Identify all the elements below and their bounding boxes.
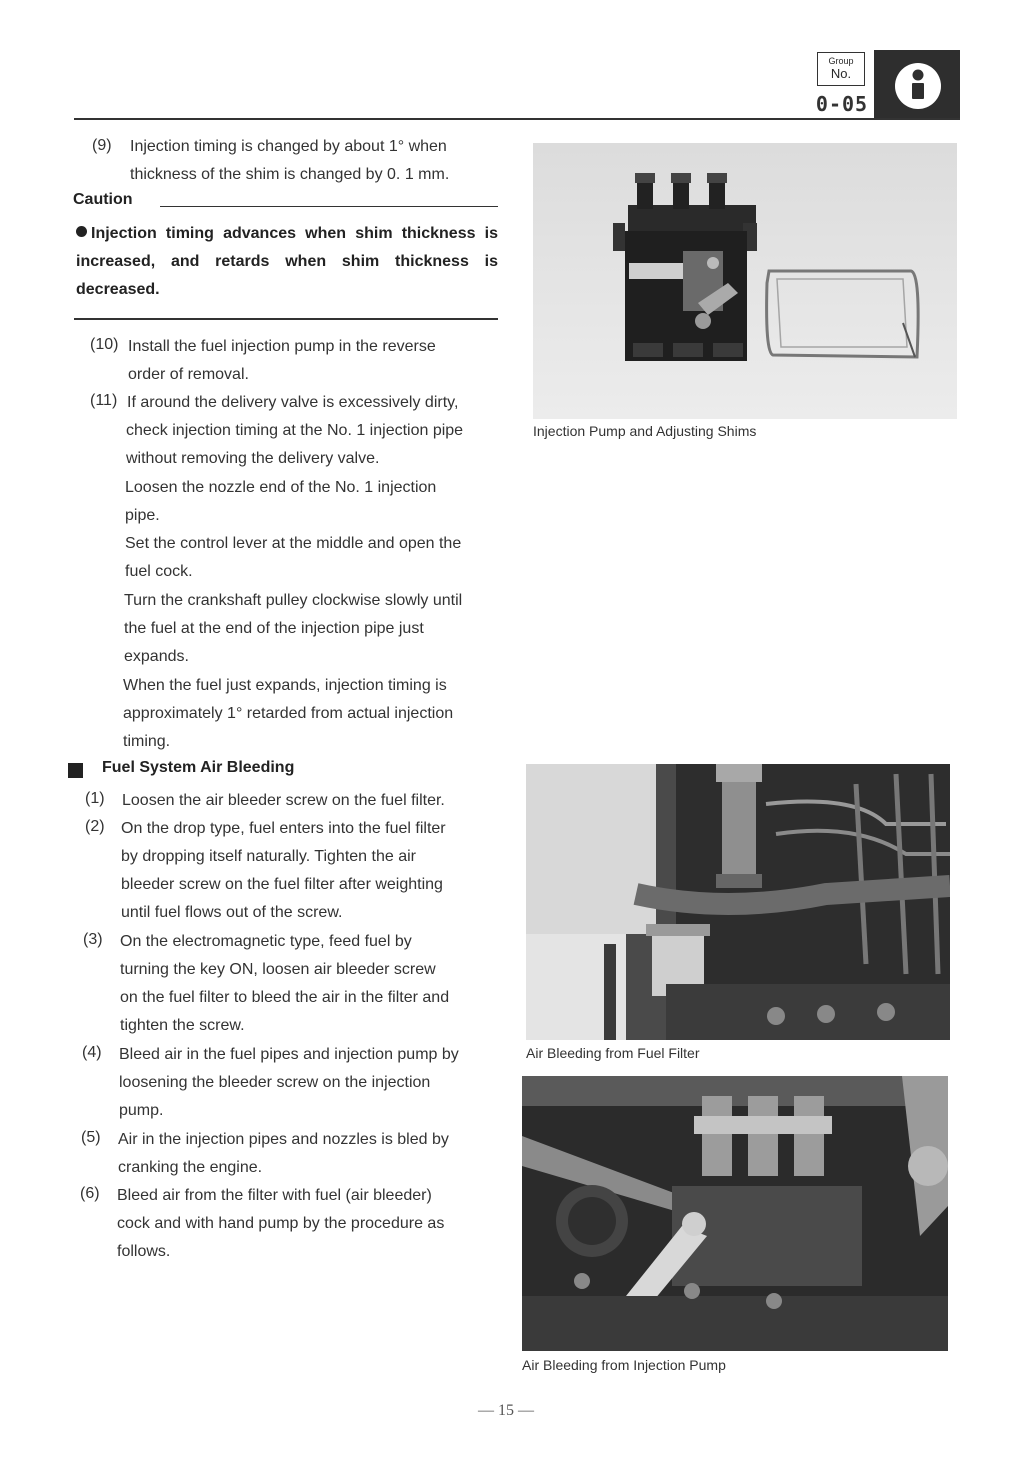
- step-3-line: tighten the screw.: [120, 1017, 245, 1034]
- group-icon-block: [874, 50, 960, 120]
- item-11-line: When the fuel just expands, injection timing is: [123, 677, 447, 694]
- step-1-number: (1): [85, 790, 105, 807]
- item-11-line: approximately 1° retarded from actual injection: [123, 705, 454, 722]
- group-number-box: [817, 52, 865, 86]
- step-2-line: On the drop type, fuel enters into the fuel filter: [121, 820, 446, 837]
- step-6-line: cock and with hand pump by the procedure as: [117, 1215, 445, 1232]
- step-3-line: on the fuel filter to bleed the air in the filter and: [120, 989, 450, 1006]
- group-label: Group: [828, 56, 854, 66]
- bullet-icon: [76, 226, 87, 237]
- item-11-line: fuel cock.: [125, 563, 193, 580]
- step-3-line: turning the key ON, loosen air bleeder screw: [120, 961, 436, 978]
- caution-rule-line: [160, 206, 498, 207]
- injection-pump-photo: [533, 143, 957, 419]
- item-11-line: without removing the delivery valve.: [126, 450, 380, 467]
- step-4-line: pump.: [119, 1102, 164, 1119]
- caution-text: Injection timing advances when shim thickness is increased, and retards when shim thickness is decreased.: [76, 225, 498, 298]
- item-11-line: Turn the crankshaft pulley clockwise slowly until: [124, 592, 463, 609]
- caution-body: [76, 220, 498, 304]
- injection-pump-bleed-photo: [522, 1076, 948, 1351]
- item-10-line-1: Install the fuel injection pump in the reverse: [128, 338, 436, 355]
- step-2-line: by dropping itself naturally. Tighten the air: [121, 848, 416, 865]
- step-2-line: bleeder screw on the fuel filter after weighting: [121, 876, 443, 893]
- group-code: 0-05: [815, 92, 869, 116]
- step-5-number: (5): [81, 1129, 101, 1146]
- photo-2-caption: Air Bleeding from Fuel Filter: [526, 1045, 700, 1061]
- item-11-line: Loosen the nozzle end of the No. 1 injection: [125, 479, 437, 496]
- step-6-line: Bleed air from the filter with fuel (air bleeder): [117, 1187, 432, 1204]
- section-square-icon: [68, 763, 83, 778]
- step-5-line: cranking the engine.: [118, 1159, 263, 1176]
- item-10-line-2: order of removal.: [128, 366, 249, 383]
- photo-1-caption: Injection Pump and Adjusting Shims: [533, 423, 757, 439]
- step-1-line: Loosen the air bleeder screw on the fuel filter.: [122, 792, 445, 809]
- step-4-line: loosening the bleeder screw on the injection: [119, 1074, 431, 1091]
- item-9-line-1: Injection timing is changed by about 1° when: [130, 138, 447, 155]
- group-no-label: No.: [830, 66, 852, 81]
- item-11-line: timing.: [123, 733, 171, 750]
- step-2-number: (2): [85, 818, 105, 835]
- info-circle-icon: [874, 50, 960, 120]
- item-11-line: expands.: [124, 648, 189, 665]
- step-3-line: On the electromagnetic type, feed fuel by: [120, 933, 412, 950]
- section-title: Fuel System Air Bleeding: [102, 759, 295, 776]
- item-9-number: (9): [92, 137, 112, 154]
- step-4-line: Bleed air in the fuel pipes and injection pump by: [119, 1046, 459, 1063]
- caution-title: Caution: [73, 191, 133, 208]
- photo-3-caption: Air Bleeding from Injection Pump: [522, 1357, 726, 1373]
- step-5-line: Air in the injection pipes and nozzles is bled by: [118, 1131, 449, 1148]
- item-11-line: the fuel at the end of the injection pipe just: [124, 620, 424, 637]
- fuel-filter-photo: [526, 764, 950, 1040]
- item-11-number: (11): [90, 392, 118, 409]
- step-4-number: (4): [82, 1044, 102, 1061]
- item-11-line: pipe.: [125, 507, 160, 524]
- item-11-line: check injection timing at the No. 1 injection pipe: [126, 422, 464, 439]
- page-number: — 15 —: [478, 1402, 534, 1419]
- item-11-line: If around the delivery valve is excessively dirty,: [127, 394, 459, 411]
- step-2-line: until fuel flows out of the screw.: [121, 904, 343, 921]
- caution-bottom-rule: [74, 318, 498, 320]
- step-3-number: (3): [83, 931, 103, 948]
- item-11-line: Set the control lever at the middle and open the: [125, 535, 462, 552]
- item-9-line-2: thickness of the shim is changed by 0. 1 mm.: [130, 166, 450, 183]
- header-rule: [74, 118, 960, 120]
- item-10-number: (10): [90, 336, 119, 353]
- step-6-line: follows.: [117, 1243, 171, 1260]
- step-6-number: (6): [80, 1185, 100, 1202]
